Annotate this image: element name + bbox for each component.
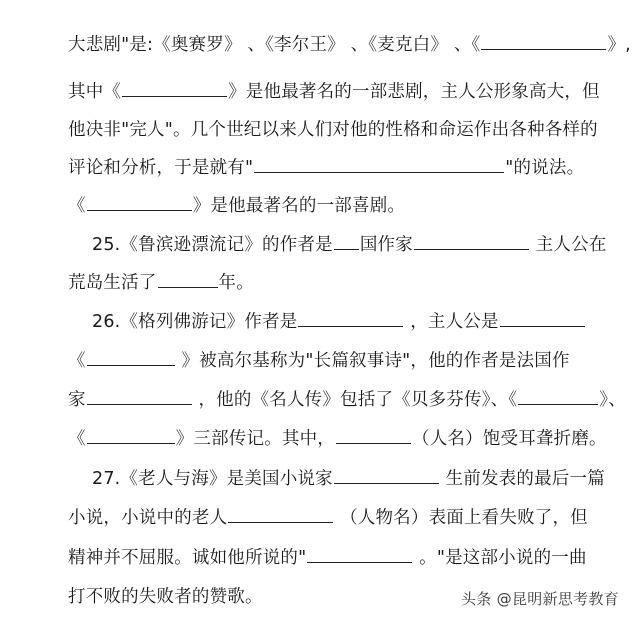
answer-blank[interactable]: [298, 310, 403, 327]
answer-blank[interactable]: [87, 194, 192, 211]
answer-blank[interactable]: [500, 310, 585, 327]
text-segment: 《: [68, 429, 86, 449]
text-segment: 《: [68, 351, 86, 371]
text-segment: 25.《鲁滨逊漂流记》的作者是: [92, 235, 333, 255]
question-27-line-3: [68, 546, 587, 570]
question-26-line-1: [92, 310, 586, 334]
question-26-line-4: [68, 427, 607, 451]
text-segment: 。"是这部小说的一曲: [413, 548, 587, 568]
watermark-label: 头条 @昆明新思考教育: [461, 590, 620, 608]
text-segment: 26.《格列佛游记》作者是: [92, 312, 298, 332]
text-segment: "的说法。: [505, 158, 585, 178]
text-line-tragedies: [68, 33, 631, 57]
question-27-line-2: [68, 506, 588, 530]
text-segment: 主人公在: [529, 235, 607, 255]
text-segment: 》是他最著名的一部喜剧。: [192, 196, 406, 216]
answer-blank[interactable]: [122, 80, 227, 97]
text-segment: 《: [68, 196, 86, 216]
text-segment: 》三部传记。其中，: [175, 429, 336, 449]
text-segment: 》被高尔基称为"长篇叙事诗"，他的作者是法国作: [175, 351, 570, 371]
text-segment: ，主人公是: [404, 312, 499, 332]
text-segment: （人物名）表面上看失败了，但: [334, 508, 588, 528]
text-segment: 年。: [218, 273, 254, 293]
text-segment: 家: [68, 390, 86, 410]
answer-blank[interactable]: [87, 427, 175, 444]
text-segment: 》,: [607, 35, 631, 55]
question-27-line-1: [92, 467, 605, 491]
text-segment: 》是他最著名的一部悲剧，主人公形象高大，但: [228, 82, 600, 102]
text-segment: 》、: [599, 390, 626, 410]
text-line-not-perfect: [68, 118, 598, 142]
question-25-line-2: [68, 271, 254, 295]
answer-blank[interactable]: [518, 388, 598, 405]
text-segment: 他决非"完人"。几个世纪以来人们对他的性格和命运作出各种各样的: [68, 120, 598, 140]
text-segment: 打不败的失败者的赞歌。: [68, 587, 263, 607]
text-segment: 评论和分析，于是就有": [68, 158, 254, 178]
text-segment: 大悲剧"是:《奥赛罗》 、《李尔王》 、《麦克白》 、《: [68, 35, 481, 55]
text-segment: 其中《: [68, 82, 122, 102]
question-26-line-2: [68, 349, 570, 373]
text-segment: （人名）饱受耳聋折磨。: [412, 429, 607, 449]
text-segment: 小说，小说中的老人: [68, 508, 228, 528]
text-line-famous-tragedy: [68, 80, 600, 104]
answer-blank[interactable]: [158, 271, 218, 288]
text-segment: 精神并不屈服。诚如他所说的": [68, 548, 307, 568]
text-segment: 生前发表的最后一篇: [439, 469, 605, 489]
question-26-line-3: [68, 388, 626, 412]
text-line-analysis: [68, 156, 584, 180]
answer-blank[interactable]: [334, 467, 439, 484]
text-segment: 27.《老人与海》是美国小说家: [92, 469, 333, 489]
question-27-line-4: [68, 585, 263, 609]
answer-blank[interactable]: [334, 233, 359, 250]
answer-blank[interactable]: [481, 33, 606, 50]
text-segment: 荒岛生活了: [68, 273, 157, 293]
text-segment: 国作家: [359, 235, 413, 255]
answer-blank[interactable]: [414, 233, 529, 250]
text-segment: ，他的《名人传》包括了《贝多芬传》、《: [192, 390, 518, 410]
answer-blank[interactable]: [336, 427, 411, 444]
answer-blank[interactable]: [228, 506, 333, 523]
answer-blank[interactable]: [254, 156, 504, 173]
answer-blank[interactable]: [87, 388, 192, 405]
answer-blank[interactable]: [307, 546, 412, 563]
question-25-line-1: [92, 233, 607, 257]
answer-blank[interactable]: [87, 349, 175, 366]
text-line-comedy: [68, 194, 405, 218]
